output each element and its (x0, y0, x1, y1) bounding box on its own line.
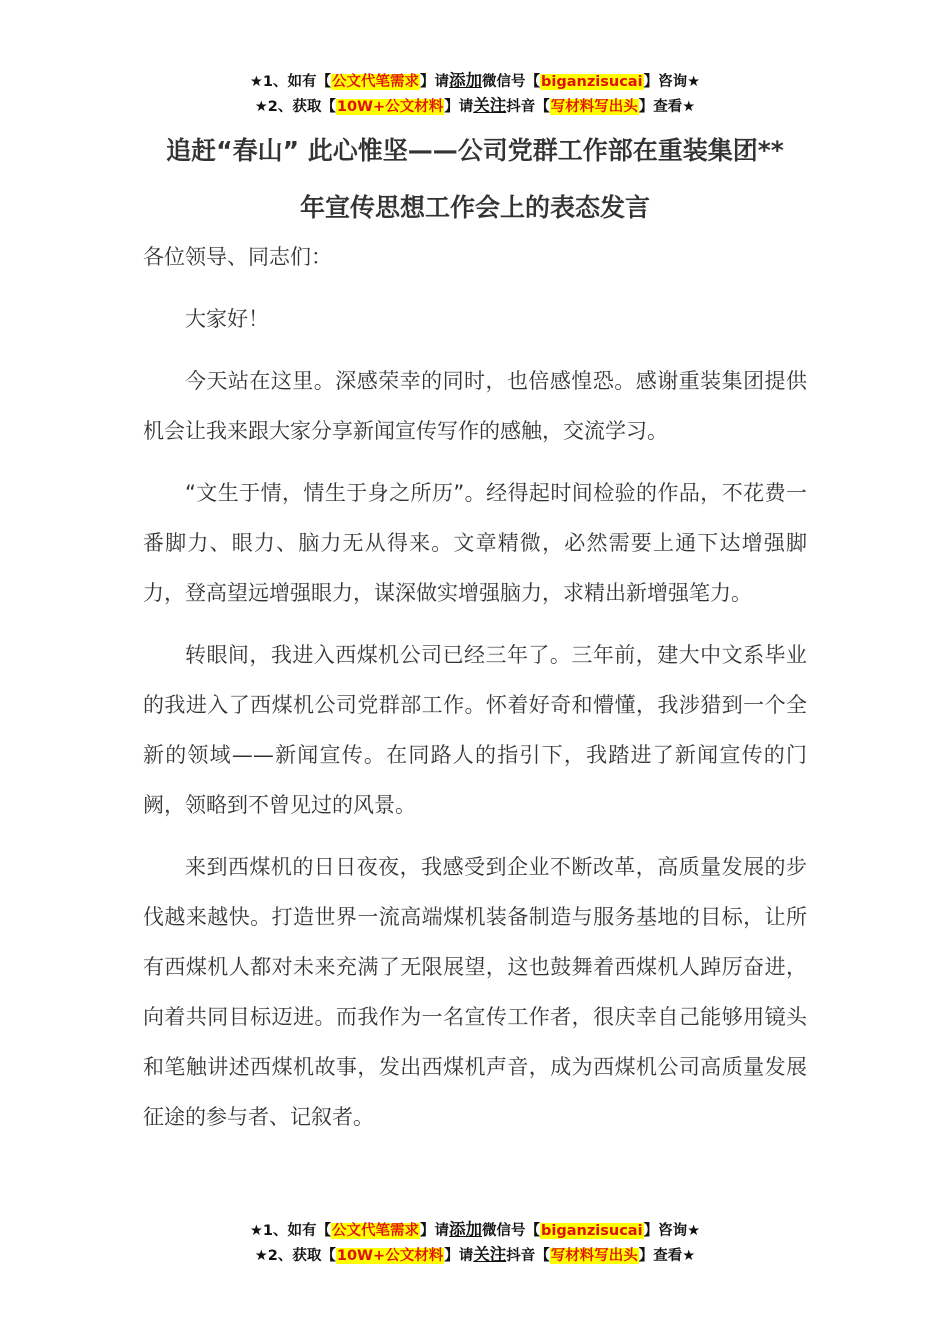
promo-text: 】请 (444, 99, 474, 115)
title-line-1: 追赶“春山” 此心惟坚——公司党群工作部在重装集团** (166, 136, 784, 165)
paragraph: 来到西煤机的日日夜夜，我感受到企业不断改革，高质量发展的步伐越来越快。打造世界一流高端煤机装备制造与服务基地的目标，让所有西煤机人都对未来充满了无限展望，这也鼓舞着西煤机人踔厉奋进，向着共同目标迈进。而我作为一名宣传工作者，很庆幸自己能够用镜头和笔触讲述西煤机故事，发出西煤机声音，成为西煤机公司高质量发展征途的参与者、记叙者。 (143, 855, 807, 1129)
promo-footer (0, 1218, 950, 1268)
promo-highlight: 写材料写出头 (550, 1248, 638, 1264)
paragraph: “文生于情，情生于身之所历”。经得起时间检验的作品，不花费一番脚力、眼力、脑力无从得来。文章精微，必然需要上通下达增强脚力，登高望远增强眼力，谋深做实增强脑力，求精出新增强笔力。 (143, 481, 807, 605)
promo-emphasis: 关注 (473, 96, 507, 115)
title-line-2: 年宣传思想工作会上的表态发言 (299, 193, 650, 222)
promo-emphasis: 关注 (473, 1245, 507, 1264)
promo-text: 抖音【 (506, 99, 550, 115)
promo-highlight: 10W+公文材料 (336, 1248, 444, 1264)
document-title (120, 122, 830, 236)
promo-text: 】咨询★ (643, 1223, 701, 1239)
promo-line-1 (0, 69, 950, 94)
promo-highlight: biganzisucai (541, 1223, 643, 1239)
document-body (143, 232, 807, 1154)
promo-text: 微信号【 (482, 1223, 541, 1239)
salutation: 各位领导、同志们： (143, 245, 332, 269)
promo-highlight: 写材料写出头 (550, 99, 638, 115)
promo-text: 抖音【 (506, 1248, 550, 1264)
promo-text: ★1、如有【 (249, 74, 332, 90)
promo-text: 】请 (420, 74, 450, 90)
promo-line-2 (0, 1243, 950, 1268)
promo-text: 】咨询★ (643, 74, 701, 90)
paragraph: 大家好！ (185, 307, 269, 331)
promo-text: 】请 (444, 1248, 474, 1264)
promo-emphasis: 添加 (449, 1220, 483, 1239)
promo-emphasis: 添加 (449, 71, 483, 90)
promo-text: ★2、获取【 (254, 99, 336, 115)
promo-header (0, 69, 950, 119)
promo-text: 微信号【 (482, 74, 541, 90)
promo-text: 】请 (420, 1223, 450, 1239)
promo-highlight: 10W+公文材料 (336, 99, 444, 115)
promo-text: ★2、获取【 (254, 1248, 336, 1264)
paragraph: 今天站在这里。深感荣幸的同时，也倍感惶恐。感谢重装集团提供机会让我来跟大家分享新闻宣传写作的感触，交流学习。 (143, 369, 807, 443)
promo-text: 】查看★ (638, 99, 696, 115)
promo-text: 】查看★ (638, 1248, 696, 1264)
promo-highlight: 公文代笔需求 (332, 1223, 420, 1239)
promo-line-1 (0, 1218, 950, 1243)
promo-text: ★1、如有【 (249, 1223, 332, 1239)
promo-highlight: 公文代笔需求 (332, 74, 420, 90)
promo-line-2 (0, 94, 950, 119)
paragraph: 转眼间，我进入西煤机公司已经三年了。三年前，建大中文系毕业的我进入了西煤机公司党群部工作。怀着好奇和懵懂，我涉猎到一个全新的领域——新闻宣传。在同路人的指引下，我踏进了新闻宣传的门阙，领略到不曾见过的风景。 (143, 643, 807, 817)
promo-highlight: biganzisucai (541, 74, 643, 90)
